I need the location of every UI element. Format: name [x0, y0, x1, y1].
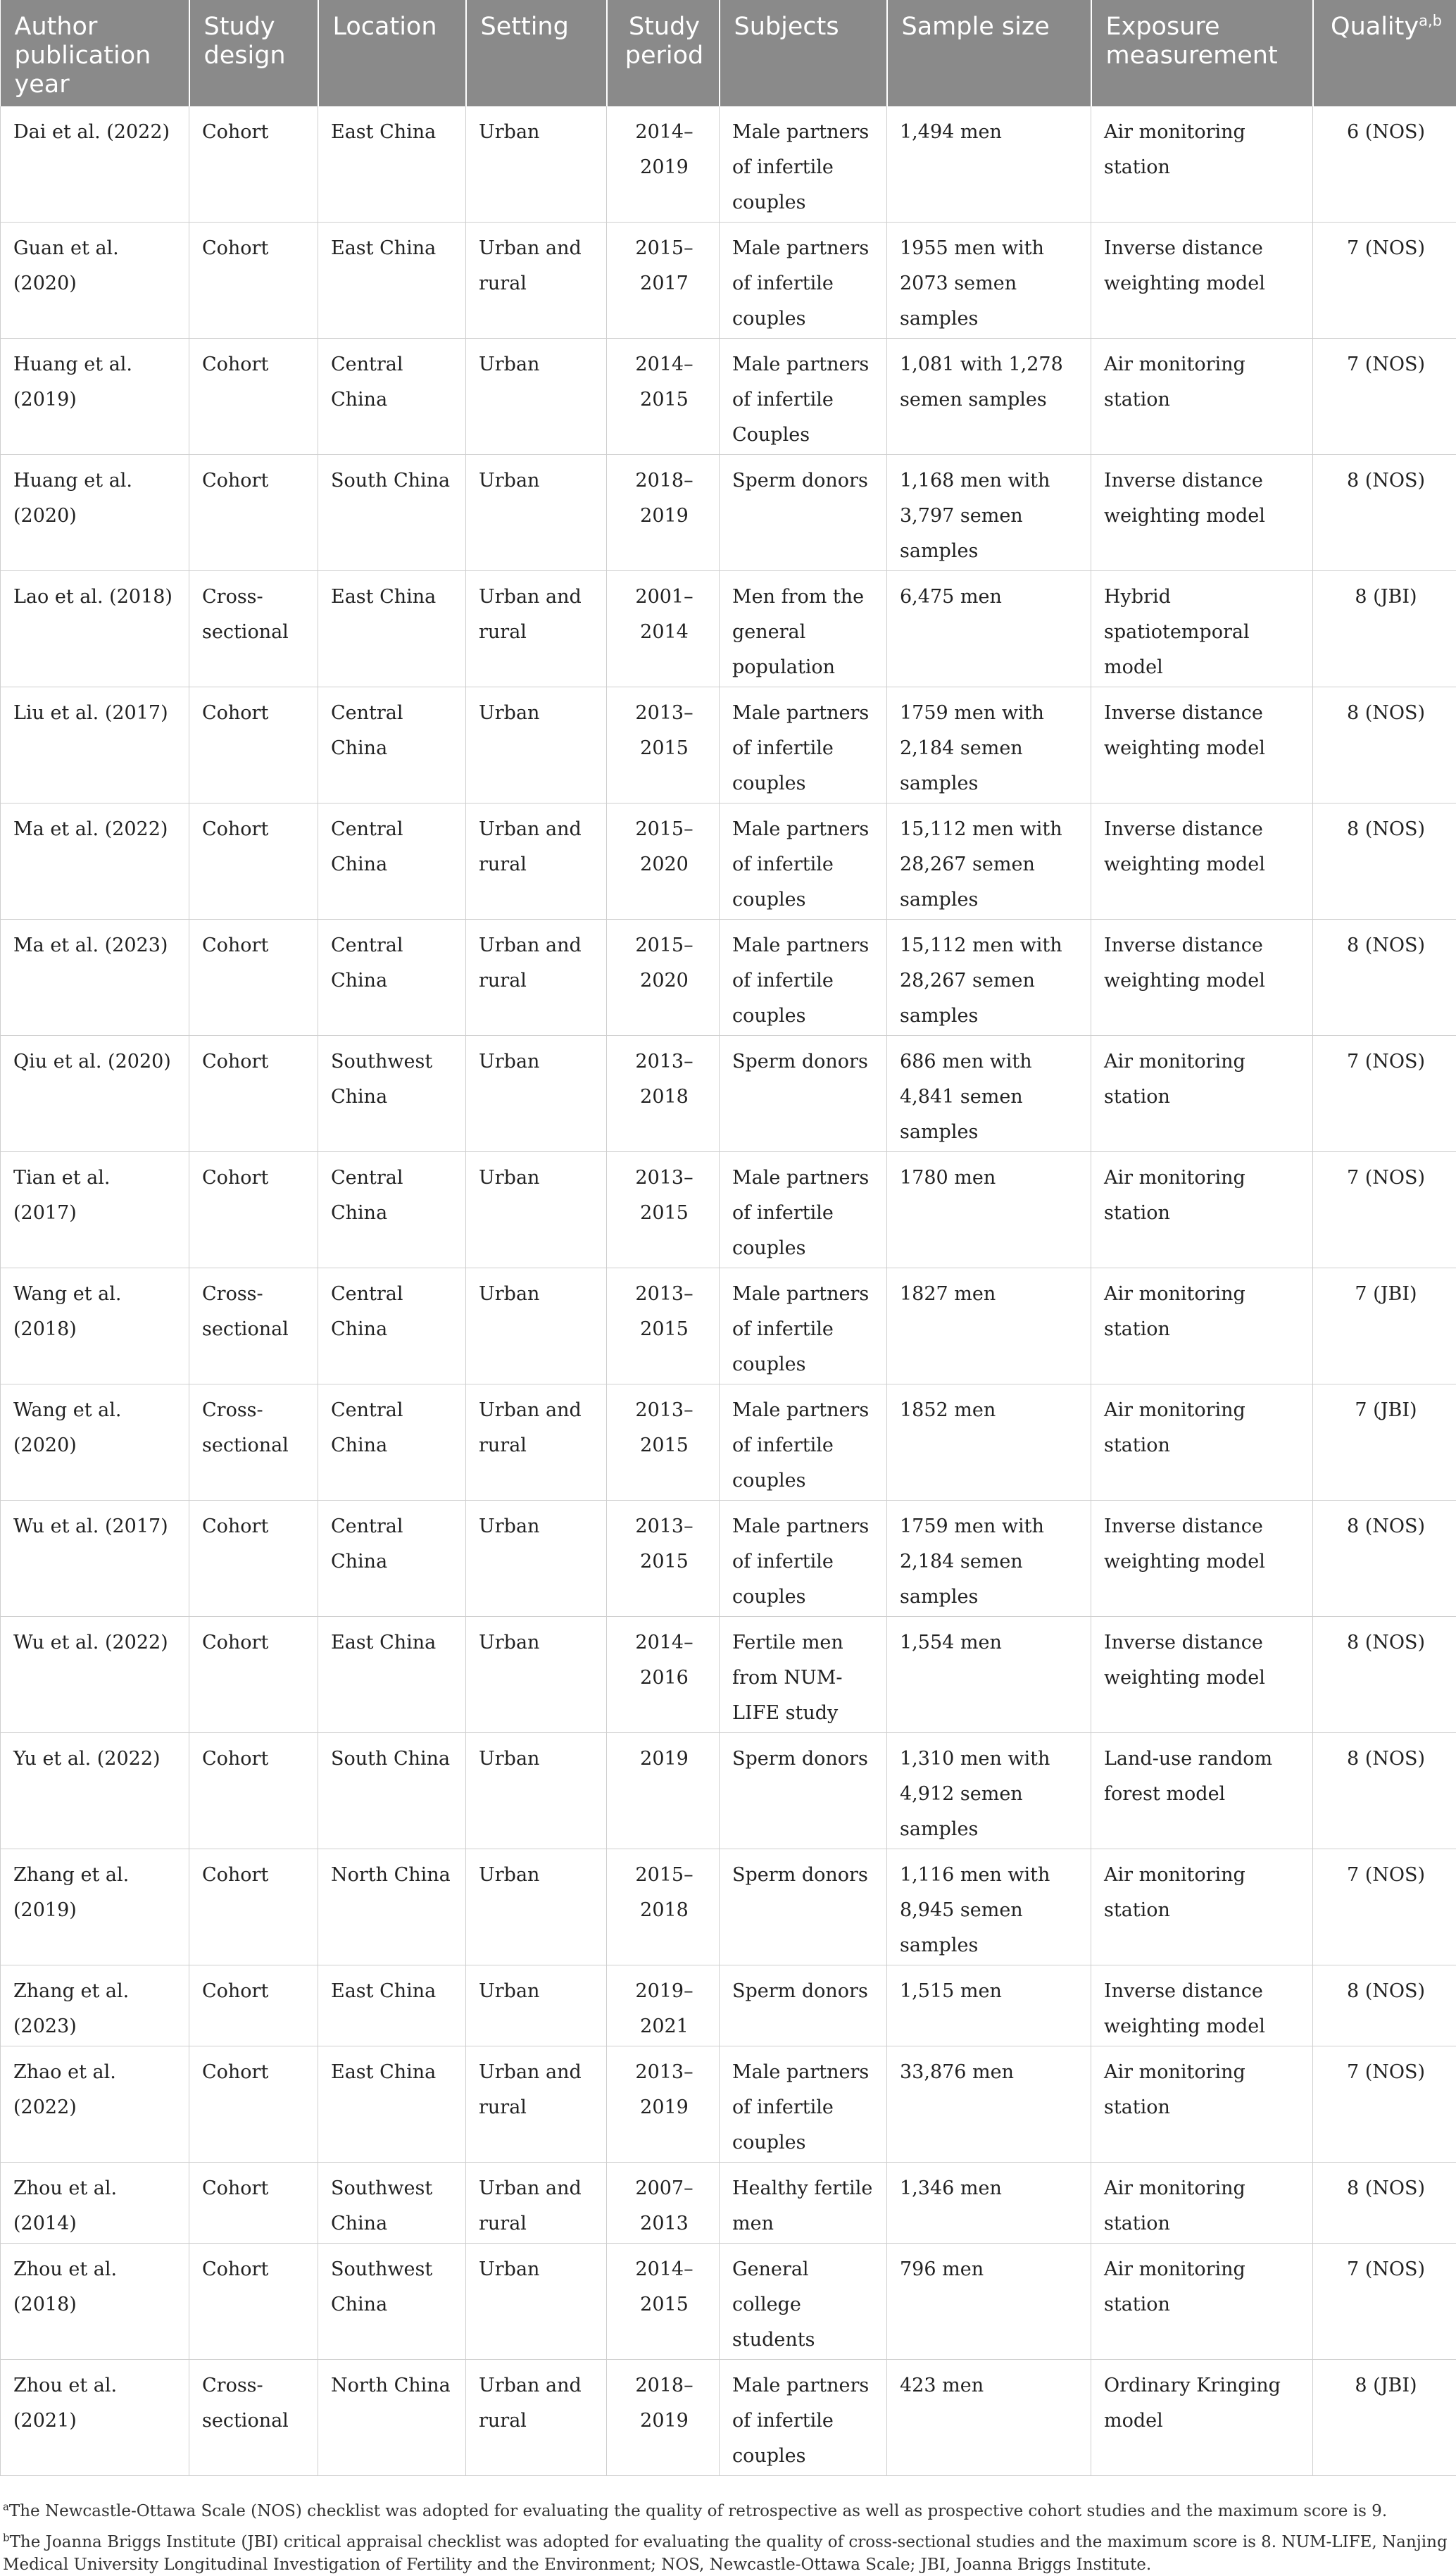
cell-subjects: Men from the general population	[720, 571, 887, 687]
cell-setting: Urban	[466, 1036, 607, 1152]
footnote-a-text: The Newcastle-Ottawa Scale (NOS) checklist was adopted for evaluating the quality of retrospective as well as prospective cohort studies and the maximum score is 9.	[9, 2502, 1387, 2520]
cell-quality: 8 (JBI)	[1313, 2360, 1456, 2476]
cell-subjects: Sperm donors	[720, 455, 887, 571]
cell-study-period: 2013–2018	[607, 1036, 720, 1152]
cell-author: Zhao et al. (2022)	[1, 2046, 189, 2163]
cell-quality: 8 (NOS)	[1313, 687, 1456, 804]
cell-location: South China	[318, 455, 466, 571]
cell-study-period: 2014–2015	[607, 2244, 720, 2360]
cell-author: Zhou et al. (2021)	[1, 2360, 189, 2476]
cell-author: Qiu et al. (2020)	[1, 1036, 189, 1152]
cell-subjects: Sperm donors	[720, 1036, 887, 1152]
cell-location: Central China	[318, 1501, 466, 1617]
cell-subjects: Male partners of infertile couples	[720, 1384, 887, 1501]
cell-setting: Urban and rural	[466, 804, 607, 920]
cell-study-period: 2013–2015	[607, 1501, 720, 1617]
cell-exposure-measurement: Inverse distance weighting model	[1091, 1617, 1313, 1733]
cell-location: Southwest China	[318, 2244, 466, 2360]
header-sample-size: Sample size	[887, 0, 1091, 106]
cell-study-design: Cohort	[189, 106, 318, 223]
cell-setting: Urban and rural	[466, 2163, 607, 2244]
cell-quality: 8 (NOS)	[1313, 455, 1456, 571]
cell-setting: Urban and rural	[466, 2046, 607, 2163]
cell-sample-size: 1,081 with 1,278 semen samples	[887, 339, 1091, 455]
cell-sample-size: 15,112 men with 28,267 semen samples	[887, 920, 1091, 1036]
cell-sample-size: 1,346 men	[887, 2163, 1091, 2244]
cell-sample-size: 1,310 men with 4,912 semen samples	[887, 1733, 1091, 1849]
cell-sample-size: 1,168 men with 3,797 semen samples	[887, 455, 1091, 571]
cell-quality: 8 (NOS)	[1313, 2163, 1456, 2244]
table-row	[1, 455, 1456, 571]
cell-sample-size: 1759 men with 2,184 semen samples	[887, 687, 1091, 804]
cell-study-period: 2019	[607, 1733, 720, 1849]
cell-setting: Urban and rural	[466, 2360, 607, 2476]
cell-setting: Urban	[466, 1501, 607, 1617]
cell-author: Zhou et al. (2018)	[1, 2244, 189, 2360]
cell-exposure-measurement: Air monitoring station	[1091, 106, 1313, 223]
cell-study-period: 2019–2021	[607, 1965, 720, 2046]
cell-study-design: Cohort	[189, 804, 318, 920]
footnote-b-mark: b	[3, 2531, 10, 2544]
cell-study-design: Cohort	[189, 339, 318, 455]
table-row	[1, 804, 1456, 920]
cell-subjects: Fertile men from NUM-LIFE study	[720, 1617, 887, 1733]
cell-study-period: 2015–2017	[607, 223, 720, 339]
cell-author: Liu et al. (2017)	[1, 687, 189, 804]
footnote-b	[3, 2531, 1453, 2576]
cell-subjects: Male partners of infertile couples	[720, 1152, 887, 1268]
cell-quality: 8 (NOS)	[1313, 920, 1456, 1036]
cell-author: Zhou et al. (2014)	[1, 2163, 189, 2244]
cell-study-design: Cohort	[189, 1733, 318, 1849]
table-row	[1, 2360, 1456, 2476]
footnote-b-text: The Joanna Briggs Institute (JBI) critical appraisal checklist was adopted for evaluating the quality of cross-sectional studies and the maximum score is 8. NUM-LIFE, Nanjing Medical University Longitudinal Investigation of Fertility and the Environment; NOS, Newcastle-Ottawa Scale; JBI, Joanna Briggs Institute.	[3, 2533, 1448, 2574]
cell-sample-size: 796 men	[887, 2244, 1091, 2360]
cell-author: Tian et al. (2017)	[1, 1152, 189, 1268]
cell-exposure-measurement: Air monitoring station	[1091, 2046, 1313, 2163]
cell-quality: 7 (NOS)	[1313, 1036, 1456, 1152]
cell-location: North China	[318, 2360, 466, 2476]
cell-study-period: 2015–2018	[607, 1849, 720, 1965]
cell-quality: 8 (NOS)	[1313, 1501, 1456, 1617]
cell-location: North China	[318, 1849, 466, 1965]
table-row	[1, 571, 1456, 687]
cell-exposure-measurement: Hybrid spatiotemporal model	[1091, 571, 1313, 687]
table-row	[1, 687, 1456, 804]
table-header-row	[1, 0, 1456, 106]
cell-quality: 7 (NOS)	[1313, 223, 1456, 339]
cell-location: South China	[318, 1733, 466, 1849]
cell-study-design: Cohort	[189, 1617, 318, 1733]
cell-study-design: Cohort	[189, 1965, 318, 2046]
table-row	[1, 1617, 1456, 1733]
cell-study-period: 2013–2015	[607, 687, 720, 804]
cell-author: Wu et al. (2022)	[1, 1617, 189, 1733]
cell-author: Zhang et al. (2019)	[1, 1849, 189, 1965]
cell-setting: Urban and rural	[466, 1384, 607, 1501]
cell-study-design: Cohort	[189, 687, 318, 804]
table-row	[1, 2046, 1456, 2163]
cell-setting: Urban and rural	[466, 920, 607, 1036]
cell-author: Wu et al. (2017)	[1, 1501, 189, 1617]
header-location: Location	[318, 0, 466, 106]
cell-exposure-measurement: Inverse distance weighting model	[1091, 223, 1313, 339]
cell-quality: 7 (NOS)	[1313, 339, 1456, 455]
cell-sample-size: 6,475 men	[887, 571, 1091, 687]
cell-setting: Urban	[466, 1268, 607, 1384]
cell-quality: 6 (NOS)	[1313, 106, 1456, 223]
cell-quality: 7 (NOS)	[1313, 1849, 1456, 1965]
table-row	[1, 920, 1456, 1036]
cell-setting: Urban	[466, 687, 607, 804]
header-quality	[1313, 0, 1456, 106]
cell-location: Central China	[318, 687, 466, 804]
table-row	[1, 106, 1456, 223]
cell-location: Central China	[318, 339, 466, 455]
cell-exposure-measurement: Air monitoring station	[1091, 339, 1313, 455]
cell-study-design: Cross-sectional	[189, 2360, 318, 2476]
cell-sample-size: 15,112 men with 28,267 semen samples	[887, 804, 1091, 920]
cell-sample-size: 33,876 men	[887, 2046, 1091, 2163]
cell-location: Central China	[318, 1384, 466, 1501]
cell-sample-size: 1827 men	[887, 1268, 1091, 1384]
header-setting: Setting	[466, 0, 607, 106]
cell-study-period: 2013–2015	[607, 1152, 720, 1268]
cell-quality: 7 (NOS)	[1313, 1152, 1456, 1268]
cell-setting: Urban	[466, 1965, 607, 2046]
cell-study-period: 2007–2013	[607, 2163, 720, 2244]
cell-setting: Urban	[466, 1152, 607, 1268]
cell-exposure-measurement: Air monitoring station	[1091, 1268, 1313, 1384]
cell-location: East China	[318, 106, 466, 223]
cell-subjects: Male partners of infertile couples	[720, 2046, 887, 2163]
cell-location: East China	[318, 223, 466, 339]
cell-study-design: Cohort	[189, 223, 318, 339]
cell-location: Central China	[318, 804, 466, 920]
cell-subjects: Male partners of infertile couples	[720, 106, 887, 223]
cell-sample-size: 1852 men	[887, 1384, 1091, 1501]
cell-study-period: 2001–2014	[607, 571, 720, 687]
cell-subjects: General college students	[720, 2244, 887, 2360]
cell-subjects: Male partners of infertile Couples	[720, 339, 887, 455]
cell-subjects: Male partners of infertile couples	[720, 1501, 887, 1617]
cell-study-design: Cohort	[189, 1152, 318, 1268]
cell-setting: Urban	[466, 106, 607, 223]
cell-author: Dai et al. (2022)	[1, 106, 189, 223]
cell-sample-size: 1,515 men	[887, 1965, 1091, 2046]
table-row	[1, 1268, 1456, 1384]
table-row	[1, 2244, 1456, 2360]
cell-quality: 8 (NOS)	[1313, 804, 1456, 920]
cell-subjects: Healthy fertile men	[720, 2163, 887, 2244]
cell-location: Southwest China	[318, 1036, 466, 1152]
cell-quality: 7 (JBI)	[1313, 1384, 1456, 1501]
cell-study-period: 2014–2019	[607, 106, 720, 223]
cell-subjects: Male partners of infertile couples	[720, 920, 887, 1036]
cell-study-period: 2013–2019	[607, 2046, 720, 2163]
cell-quality: 8 (NOS)	[1313, 1617, 1456, 1733]
cell-study-period: 2015–2020	[607, 804, 720, 920]
cell-exposure-measurement: Inverse distance weighting model	[1091, 1965, 1313, 2046]
table-row	[1, 1152, 1456, 1268]
footnotes	[0, 2476, 1456, 2576]
cell-exposure-measurement: Inverse distance weighting model	[1091, 455, 1313, 571]
cell-study-design: Cohort	[189, 1036, 318, 1152]
cell-author: Huang et al. (2020)	[1, 455, 189, 571]
table-row	[1, 223, 1456, 339]
cell-author: Lao et al. (2018)	[1, 571, 189, 687]
cell-subjects: Male partners of infertile couples	[720, 804, 887, 920]
cell-quality: 7 (NOS)	[1313, 2046, 1456, 2163]
footnote-a-mark: a	[3, 2500, 9, 2513]
cell-quality: 7 (JBI)	[1313, 1268, 1456, 1384]
cell-sample-size: 423 men	[887, 2360, 1091, 2476]
cell-quality: 8 (NOS)	[1313, 1965, 1456, 2046]
cell-exposure-measurement: Air monitoring station	[1091, 2163, 1313, 2244]
cell-setting: Urban and rural	[466, 571, 607, 687]
cell-location: Southwest China	[318, 2163, 466, 2244]
cell-study-design: Cross-sectional	[189, 571, 318, 687]
cell-location: Central China	[318, 920, 466, 1036]
cell-sample-size: 1,554 men	[887, 1617, 1091, 1733]
table-row	[1, 1384, 1456, 1501]
cell-subjects: Male partners of infertile couples	[720, 2360, 887, 2476]
cell-author: Ma et al. (2023)	[1, 920, 189, 1036]
cell-exposure-measurement: Land-use random forest model	[1091, 1733, 1313, 1849]
cell-sample-size: 686 men with 4,841 semen samples	[887, 1036, 1091, 1152]
cell-setting: Urban	[466, 339, 607, 455]
cell-exposure-measurement: Air monitoring station	[1091, 1036, 1313, 1152]
cell-subjects: Sperm donors	[720, 1965, 887, 2046]
cell-setting: Urban	[466, 1617, 607, 1733]
cell-exposure-measurement: Air monitoring station	[1091, 2244, 1313, 2360]
cell-study-period: 2013–2015	[607, 1268, 720, 1384]
cell-study-design: Cross-sectional	[189, 1268, 318, 1384]
table-row	[1, 1501, 1456, 1617]
cell-author: Guan et al. (2020)	[1, 223, 189, 339]
cell-author: Ma et al. (2022)	[1, 804, 189, 920]
cell-setting: Urban	[466, 1733, 607, 1849]
cell-study-design: Cohort	[189, 2163, 318, 2244]
cell-study-period: 2018–2019	[607, 455, 720, 571]
cell-setting: Urban	[466, 455, 607, 571]
table-row	[1, 1965, 1456, 2046]
cell-study-period: 2014–2015	[607, 339, 720, 455]
cell-subjects: Male partners of infertile couples	[720, 1268, 887, 1384]
cell-quality: 7 (NOS)	[1313, 2244, 1456, 2360]
cell-author: Huang et al. (2019)	[1, 339, 189, 455]
cell-sample-size: 1780 men	[887, 1152, 1091, 1268]
cell-study-design: Cohort	[189, 920, 318, 1036]
cell-sample-size: 1955 men with 2073 semen samples	[887, 223, 1091, 339]
cell-study-design: Cohort	[189, 2244, 318, 2360]
cell-exposure-measurement: Ordinary Kringing model	[1091, 2360, 1313, 2476]
table-row	[1, 1849, 1456, 1965]
cell-exposure-measurement: Air monitoring station	[1091, 1849, 1313, 1965]
cell-location: East China	[318, 1617, 466, 1733]
cell-author: Yu et al. (2022)	[1, 1733, 189, 1849]
table-row	[1, 2163, 1456, 2244]
cell-study-period: 2014–2016	[607, 1617, 720, 1733]
cell-sample-size: 1,494 men	[887, 106, 1091, 223]
cell-exposure-measurement: Inverse distance weighting model	[1091, 1501, 1313, 1617]
cell-setting: Urban	[466, 2244, 607, 2360]
cell-subjects: Sperm donors	[720, 1733, 887, 1849]
cell-setting: Urban	[466, 1849, 607, 1965]
cell-exposure-measurement: Air monitoring station	[1091, 1384, 1313, 1501]
cell-study-design: Cohort	[189, 1501, 318, 1617]
cell-study-period: 2015–2020	[607, 920, 720, 1036]
cell-exposure-measurement: Inverse distance weighting model	[1091, 804, 1313, 920]
cell-study-design: Cohort	[189, 2046, 318, 2163]
cell-location: East China	[318, 571, 466, 687]
table-row	[1, 339, 1456, 455]
cell-study-design: Cohort	[189, 455, 318, 571]
cell-author: Wang et al. (2020)	[1, 1384, 189, 1501]
cell-author: Zhang et al. (2023)	[1, 1965, 189, 2046]
cell-location: East China	[318, 2046, 466, 2163]
cell-study-period: 2013–2015	[607, 1384, 720, 1501]
cell-exposure-measurement: Inverse distance weighting model	[1091, 920, 1313, 1036]
footnote-a	[3, 2500, 1453, 2522]
cell-study-design: Cross-sectional	[189, 1384, 318, 1501]
header-study-period: Study period	[607, 0, 720, 106]
cell-location: Central China	[318, 1268, 466, 1384]
table-row	[1, 1733, 1456, 1849]
cell-study-period: 2018–2019	[607, 2360, 720, 2476]
cell-sample-size: 1,116 men with 8,945 semen samples	[887, 1849, 1091, 1965]
cell-exposure-measurement: Air monitoring station	[1091, 1152, 1313, 1268]
cell-location: East China	[318, 1965, 466, 2046]
cell-author: Wang et al. (2018)	[1, 1268, 189, 1384]
cell-subjects: Male partners of infertile couples	[720, 687, 887, 804]
header-author: Author publication year	[1, 0, 189, 106]
header-exposure-measurement: Exposure measurement	[1091, 0, 1313, 106]
cell-sample-size: 1759 men with 2,184 semen samples	[887, 1501, 1091, 1617]
cell-quality: 8 (JBI)	[1313, 571, 1456, 687]
header-quality-label: Quality	[1331, 13, 1419, 41]
cell-exposure-measurement: Inverse distance weighting model	[1091, 687, 1313, 804]
header-study-design: Study design	[189, 0, 318, 106]
table-body	[1, 106, 1456, 2476]
header-subjects: Subjects	[720, 0, 887, 106]
cell-quality: 8 (NOS)	[1313, 1733, 1456, 1849]
header-quality-superscript: a,b	[1419, 12, 1442, 29]
cell-setting: Urban and rural	[466, 223, 607, 339]
cell-subjects: Sperm donors	[720, 1849, 887, 1965]
cell-study-design: Cohort	[189, 1849, 318, 1965]
table-row	[1, 1036, 1456, 1152]
cell-location: Central China	[318, 1152, 466, 1268]
cell-subjects: Male partners of infertile couples	[720, 223, 887, 339]
